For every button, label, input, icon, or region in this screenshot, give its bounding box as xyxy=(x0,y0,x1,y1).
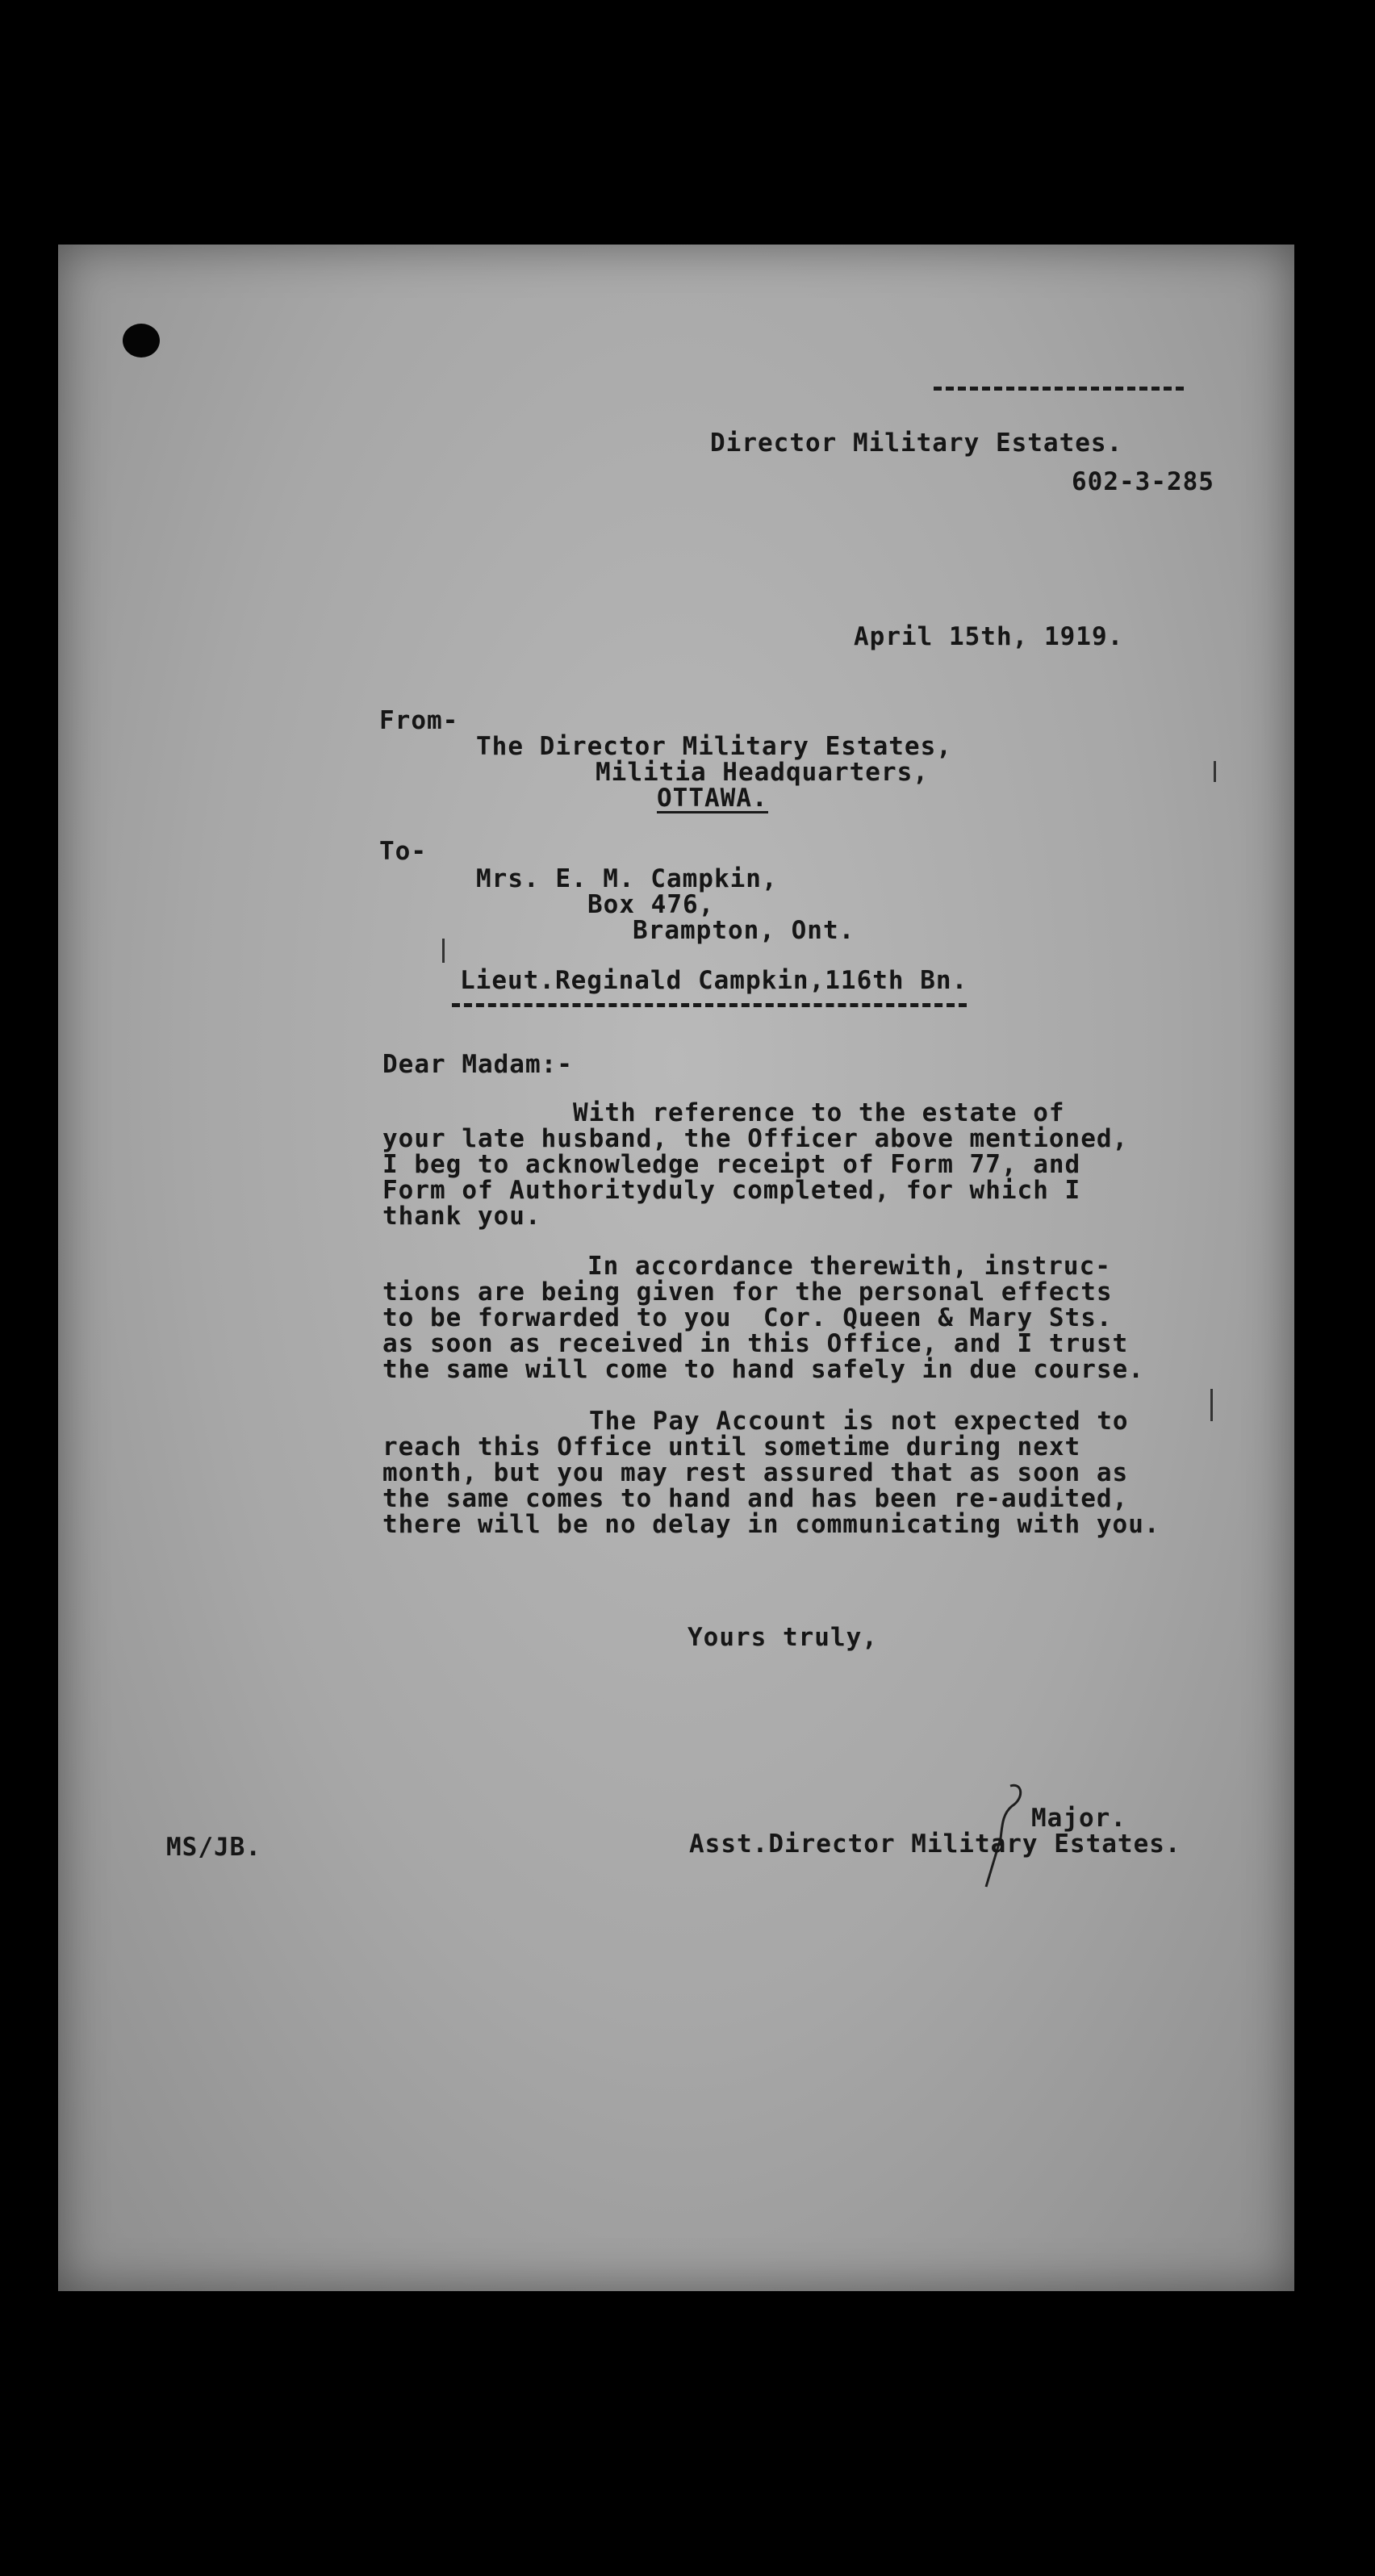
margin-mark xyxy=(1210,1389,1213,1421)
file-number: 602-3-285 xyxy=(1072,467,1214,496)
paragraph-1-line-3: I beg to acknowledge receipt of Form 77, and xyxy=(382,1150,1081,1179)
margin-mark xyxy=(442,939,445,963)
paragraph-3-line-2: reach this Office until sometime during next xyxy=(382,1432,1081,1462)
from-line-1: The Director Military Estates, xyxy=(476,732,952,761)
paragraph-1-line-2: your late husband, the Officer above mentioned, xyxy=(382,1124,1129,1153)
margin-mark xyxy=(1214,761,1216,782)
paragraph-3-line-4: the same comes to hand and has been re-audited, xyxy=(382,1484,1129,1513)
paragraph-1-line-5: thank you. xyxy=(382,1202,541,1231)
punch-hole xyxy=(123,324,160,358)
paragraph-2-line-4: as soon as received in this Office, and I trust xyxy=(382,1329,1129,1358)
paragraph-2-line-2: tions are being given for the personal effects xyxy=(382,1278,1113,1307)
paragraph-3-line-3: month, but you may rest assured that as soon as xyxy=(382,1458,1129,1487)
to-line-1: Mrs. E. M. Campkin, xyxy=(476,864,778,893)
to-label: To- xyxy=(379,837,427,866)
letter-page xyxy=(58,245,1294,2291)
from-line-3: OTTAWA. xyxy=(657,784,768,813)
signature-rank: Major. xyxy=(1031,1804,1126,1833)
subject-divider xyxy=(452,1003,967,1007)
letter-date: April 15th, 1919. xyxy=(854,622,1124,651)
paragraph-2-line-1: In accordance therewith, instruc- xyxy=(587,1252,1111,1281)
paragraph-3-line-1: The Pay Account is not expected to xyxy=(589,1407,1129,1436)
paragraph-1-line-4: Form of Authorityduly completed, for which I xyxy=(382,1176,1081,1205)
from-line-2: Militia Headquarters, xyxy=(596,758,929,787)
salutation: Dear Madam:- xyxy=(382,1050,573,1079)
from-label: From- xyxy=(379,706,459,735)
to-line-2: Box 476, xyxy=(587,890,715,919)
subject-line: Lieut.Reginald Campkin,116th Bn. xyxy=(460,966,968,995)
paragraph-1-line-1: With reference to the estate of xyxy=(573,1098,1065,1127)
paragraph-2-line-5: the same will come to hand safely in due course. xyxy=(382,1355,1144,1384)
to-line-3: Brampton, Ont. xyxy=(633,916,855,945)
office-heading: Director Military Estates. xyxy=(710,429,1123,458)
header-divider xyxy=(934,387,1184,391)
closing: Yours truly, xyxy=(688,1623,878,1652)
typist-initials: MS/JB. xyxy=(166,1833,261,1862)
paragraph-2-line-3: to be forwarded to you Cor. Queen & Mary Sts. xyxy=(382,1303,1113,1332)
paragraph-3-line-5: there will be no delay in communicating with you. xyxy=(382,1510,1160,1539)
signature-title: Asst.Director Military Estates. xyxy=(689,1830,1181,1859)
